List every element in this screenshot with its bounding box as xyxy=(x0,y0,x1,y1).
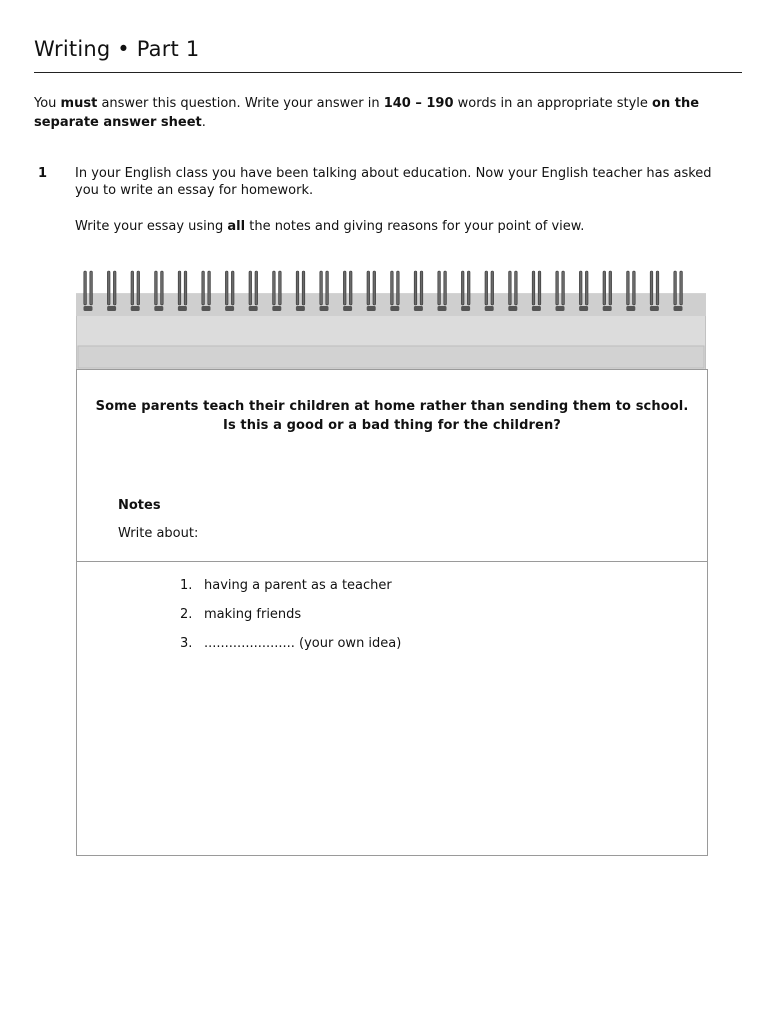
spiral-ring-icon xyxy=(202,271,211,311)
spiral-ring-icon xyxy=(84,271,93,311)
spiral-ring-icon xyxy=(603,271,612,311)
notes-list xyxy=(180,578,401,665)
spiral-ring-icon xyxy=(532,271,541,311)
essay-question-line-1: Some parents teach their children at home rather than sending them to school. xyxy=(95,399,689,414)
spiral-ring-icon xyxy=(414,271,423,311)
spiral-ring-icon xyxy=(154,271,163,311)
spiral-ring-icon xyxy=(131,271,140,311)
notes-heading: Notes xyxy=(118,498,161,513)
spiral-ring-icon xyxy=(249,271,258,311)
spiral-ring-icon xyxy=(556,271,565,311)
spiral-ring-icon xyxy=(485,271,494,311)
spiral-ring-icon xyxy=(107,271,116,311)
spiral-ring-icon xyxy=(626,271,635,311)
spiral-ring-icon xyxy=(343,271,352,311)
spiral-ring-icon xyxy=(508,271,517,311)
question-text: In your English class you have been talking about education. Now your English teacher has asked you to write an essay for homework. xyxy=(75,166,712,198)
spiral-ring-icon xyxy=(461,271,470,311)
instructions: You must answer this question. Write your answer in 140 – 190 words in an appropriate style on the separate answer sheet. xyxy=(34,96,700,130)
spiral-ring-icon xyxy=(178,271,187,311)
notes-box xyxy=(76,479,708,562)
question-instruction: Write your essay using all the notes and giving reasons for your point of view. xyxy=(75,219,585,234)
spiral-ring-icon xyxy=(296,271,305,311)
essay-question xyxy=(76,397,708,435)
spiral-ring-icon xyxy=(320,271,329,311)
title-divider xyxy=(34,72,742,73)
spiral-ring-icon xyxy=(579,271,588,311)
essay-question-line-2: Is this a good or a bad thing for the children? xyxy=(223,418,561,433)
spiral-ring-icon xyxy=(650,271,659,311)
page-title: Writing • Part 1 xyxy=(34,37,200,61)
spiral-ring-icon xyxy=(272,271,281,311)
list-item: 3. ...................... (your own idea) xyxy=(180,636,402,651)
list-item: 2. making friends xyxy=(180,607,302,622)
spiral-ring-icon xyxy=(674,271,683,311)
list-item: 1. having a parent as a teacher xyxy=(180,578,392,593)
notes-intro: Write about: xyxy=(118,526,199,541)
spiral-ring-icon xyxy=(367,271,376,311)
spiral-ring-icon xyxy=(225,271,234,311)
spiral-ring-icon xyxy=(390,271,399,311)
question-number: 1 xyxy=(38,166,48,181)
spiral-binding-icon xyxy=(76,268,708,318)
spiral-ring-icon xyxy=(438,271,447,311)
